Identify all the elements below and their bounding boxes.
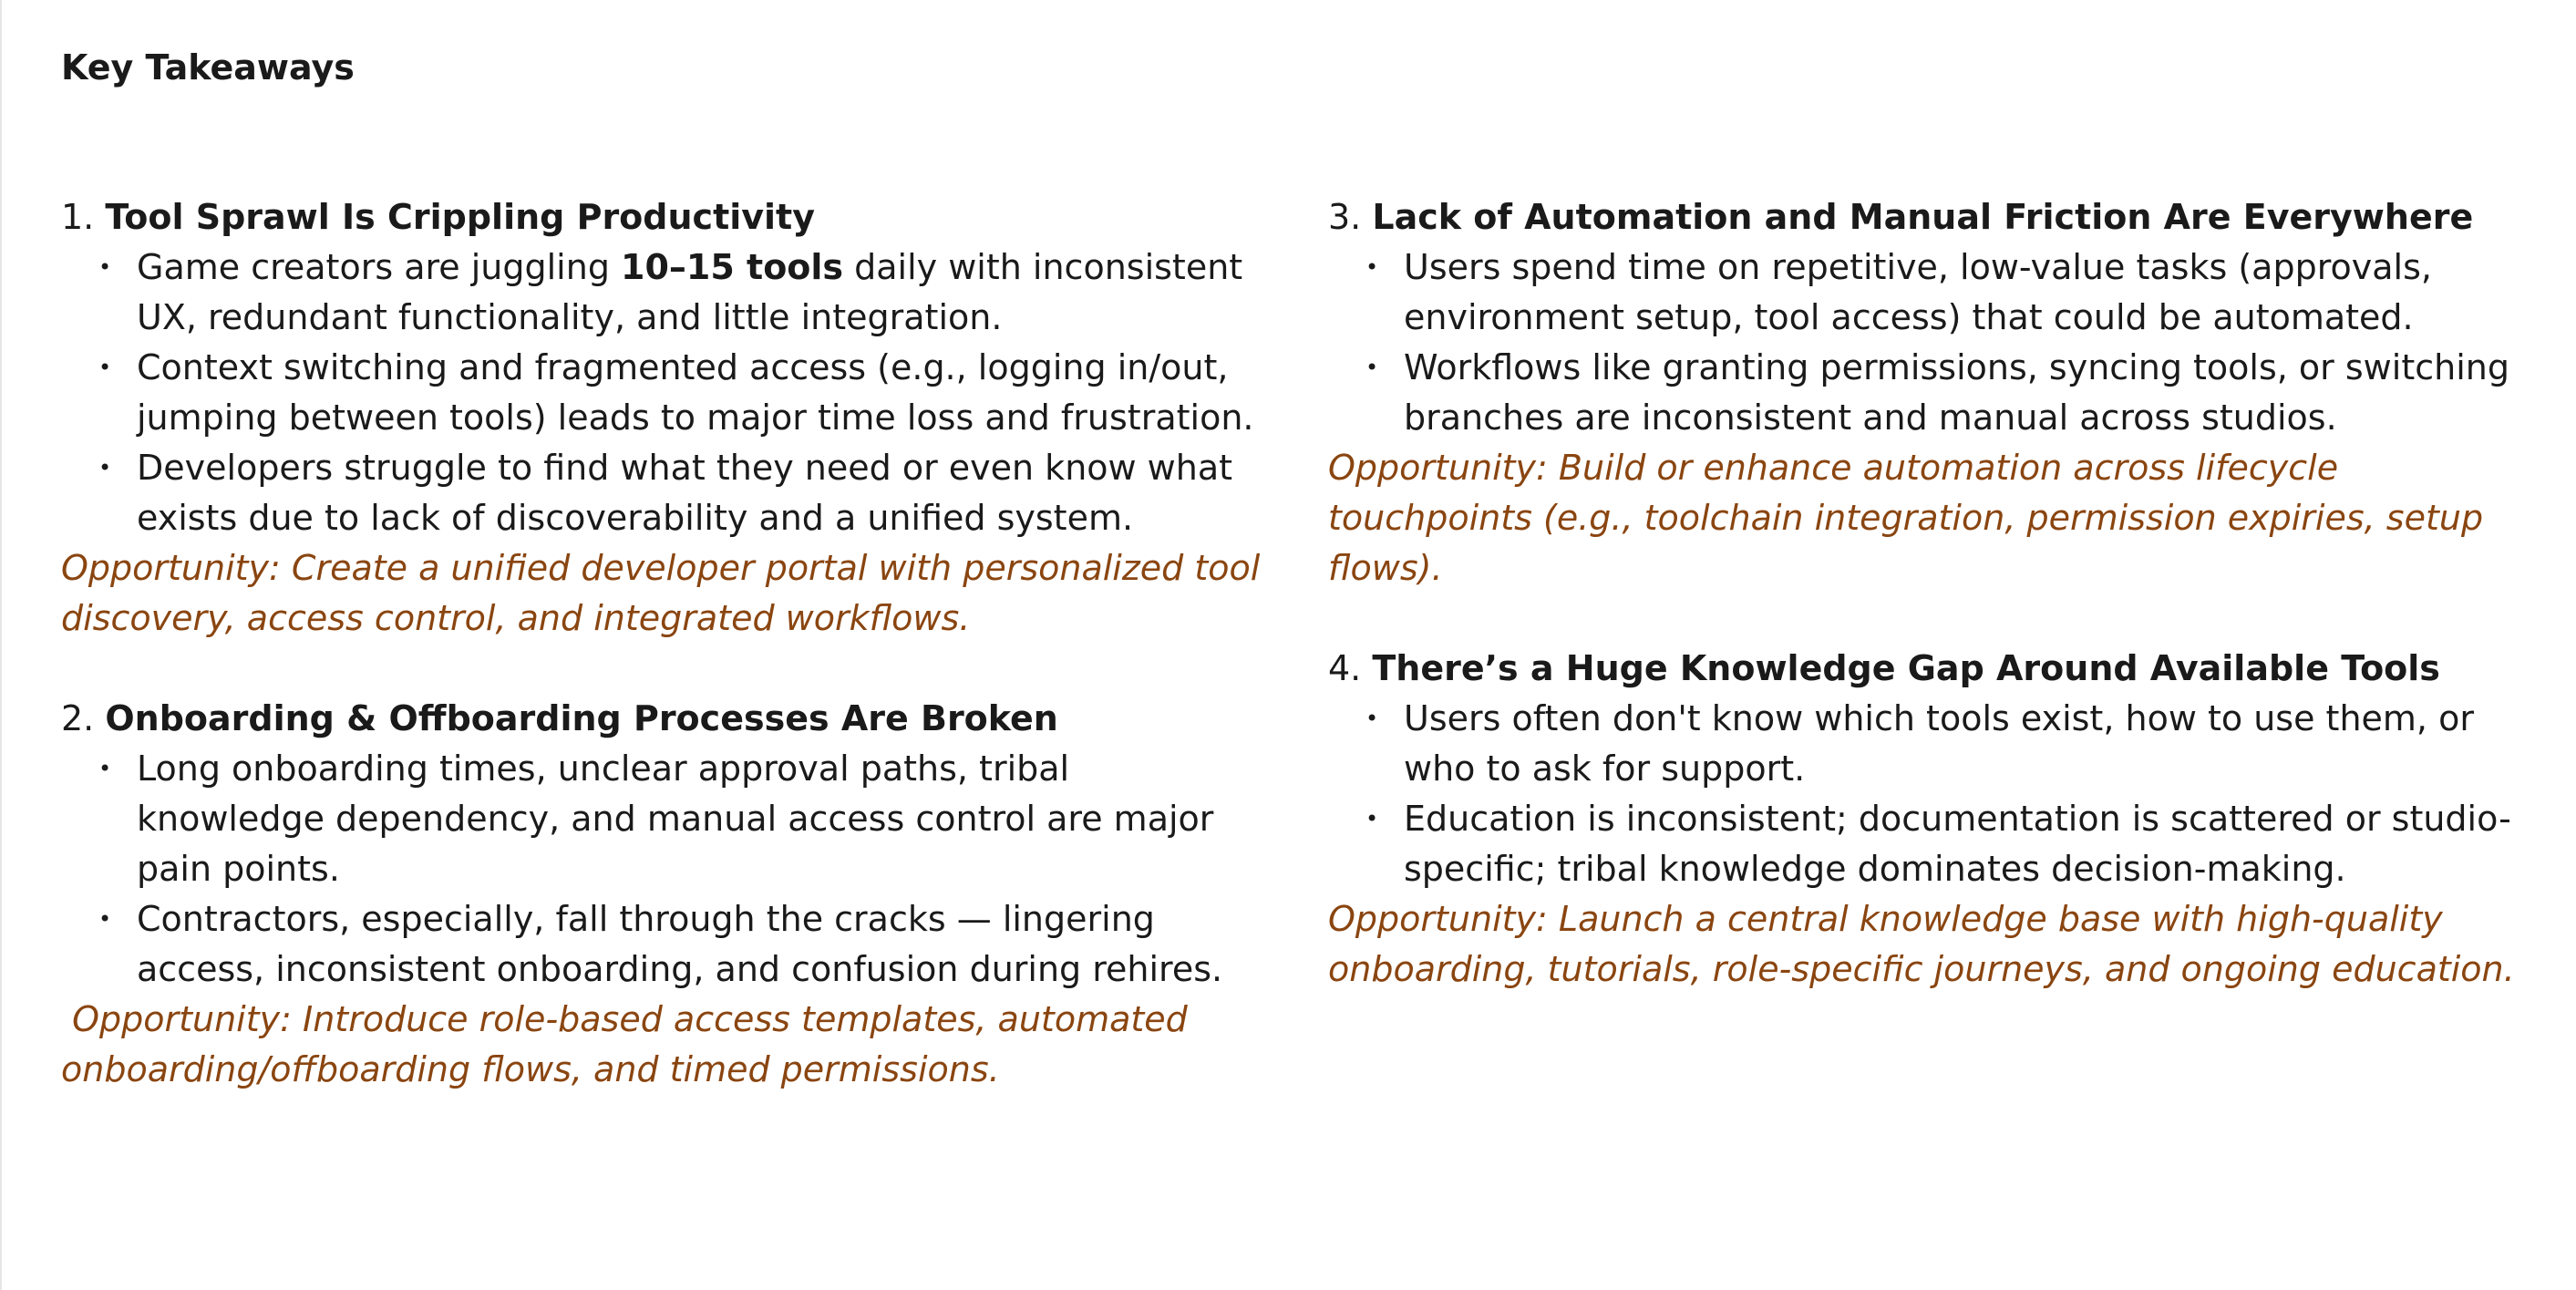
takeaway-title: Onboarding & Offboarding Processes Are Broken bbox=[105, 698, 1058, 738]
bullet-icon: • bbox=[1365, 254, 1379, 280]
takeaway-number: 4. bbox=[1328, 648, 1362, 688]
opportunity-text: Opportunity: Launch a central knowledge base with high-quality onboarding, tutorials, role-specific journeys, and ongoing education. bbox=[1328, 899, 2515, 989]
list-item bbox=[1328, 243, 2550, 343]
list-item bbox=[1328, 694, 2550, 794]
takeaway-number: 3. bbox=[1328, 197, 1362, 237]
list-item bbox=[1328, 343, 2550, 443]
bullet-text: Users often don't know which tools exist, how to use them, or who to ask for support. bbox=[1404, 698, 2474, 789]
takeaway-3 bbox=[1328, 192, 2550, 593]
bullet-icon: • bbox=[98, 254, 112, 280]
left-column bbox=[61, 192, 1264, 1145]
bullet-text: Developers struggle to find what they need or even know what exists due to lack of discoverability and a unified system. bbox=[137, 448, 1233, 538]
bullet-text bbox=[137, 243, 1264, 343]
takeaway-heading bbox=[1328, 192, 2550, 243]
list-item bbox=[1328, 794, 2550, 894]
list-item bbox=[61, 894, 1264, 995]
bullet-text: Education is inconsistent; documentation is scattered or studio-specific; tribal knowledge dominates decision-making. bbox=[1404, 799, 2511, 889]
list-item bbox=[61, 343, 1264, 443]
opportunity-text: Opportunity: Introduce role-based access templates, automated onboarding/offboarding flows, and timed permissions. bbox=[61, 999, 1199, 1089]
bullet-text: Context switching and fragmented access (e.g., logging in/out, jumping between tools) leads to major time loss and frustration. bbox=[137, 347, 1254, 438]
takeaway-4 bbox=[1328, 644, 2550, 995]
takeaway-2 bbox=[61, 694, 1264, 1095]
right-column bbox=[1328, 192, 2550, 1045]
takeaway-heading bbox=[61, 192, 1264, 243]
bullet-icon: • bbox=[98, 756, 112, 781]
list-item bbox=[61, 243, 1264, 343]
takeaway-title: Tool Sprawl Is Crippling Productivity bbox=[105, 197, 815, 237]
bullet-list bbox=[1328, 694, 2550, 894]
page-title: Key Takeaways bbox=[61, 47, 355, 88]
bullet-icon: • bbox=[98, 355, 112, 380]
takeaway-number: 2. bbox=[61, 698, 95, 738]
list-item bbox=[61, 443, 1264, 543]
bullet-text: Contractors, especially, fall through the cracks — lingering access, inconsistent onboarding, and confusion during rehires. bbox=[137, 899, 1223, 989]
opportunity-text: Opportunity: Build or enhance automation across lifecycle touchpoints (e.g., toolchain integration, permission expiries, setup flows). bbox=[1328, 448, 2484, 588]
takeaway-title: Lack of Automation and Manual Friction Are Everywhere bbox=[1372, 197, 2474, 237]
takeaway-heading bbox=[61, 694, 1264, 744]
bullet-list bbox=[1328, 243, 2550, 443]
bullet-icon: • bbox=[98, 906, 112, 932]
bullet-icon: • bbox=[1365, 806, 1379, 831]
opportunity-text: Opportunity: Create a unified developer portal with personalized tool discovery, access control, and integrated workflows. bbox=[61, 548, 1261, 638]
bullet-list bbox=[61, 744, 1264, 995]
takeaway-1 bbox=[61, 192, 1264, 644]
takeaway-title: There’s a Huge Knowledge Gap Around Available Tools bbox=[1372, 648, 2440, 688]
bullet-text: Long onboarding times, unclear approval paths, tribal knowledge dependency, and manual access control are major pain points. bbox=[137, 748, 1214, 889]
bullet-icon: • bbox=[1365, 355, 1379, 380]
list-item bbox=[61, 744, 1264, 894]
bullet-text-bold: 10–15 tools bbox=[621, 247, 844, 287]
bullet-text: Workflows like granting permissions, syncing tools, or switching branches are inconsistent and manual across studios. bbox=[1404, 347, 2509, 438]
bullet-icon: • bbox=[1365, 706, 1379, 731]
bullet-text-part: Game creators are juggling bbox=[137, 247, 622, 287]
bullet-icon: • bbox=[98, 455, 112, 480]
bullet-text: Users spend time on repetitive, low-value tasks (approvals, environment setup, tool access) that could be automated. bbox=[1404, 247, 2432, 337]
bullet-text-part: daily with inconsistent UX, redundant functionality, and little integration. bbox=[137, 247, 1243, 337]
takeaway-heading bbox=[1328, 644, 2550, 694]
bullet-list bbox=[61, 243, 1264, 543]
takeaway-number: 1. bbox=[61, 197, 95, 237]
